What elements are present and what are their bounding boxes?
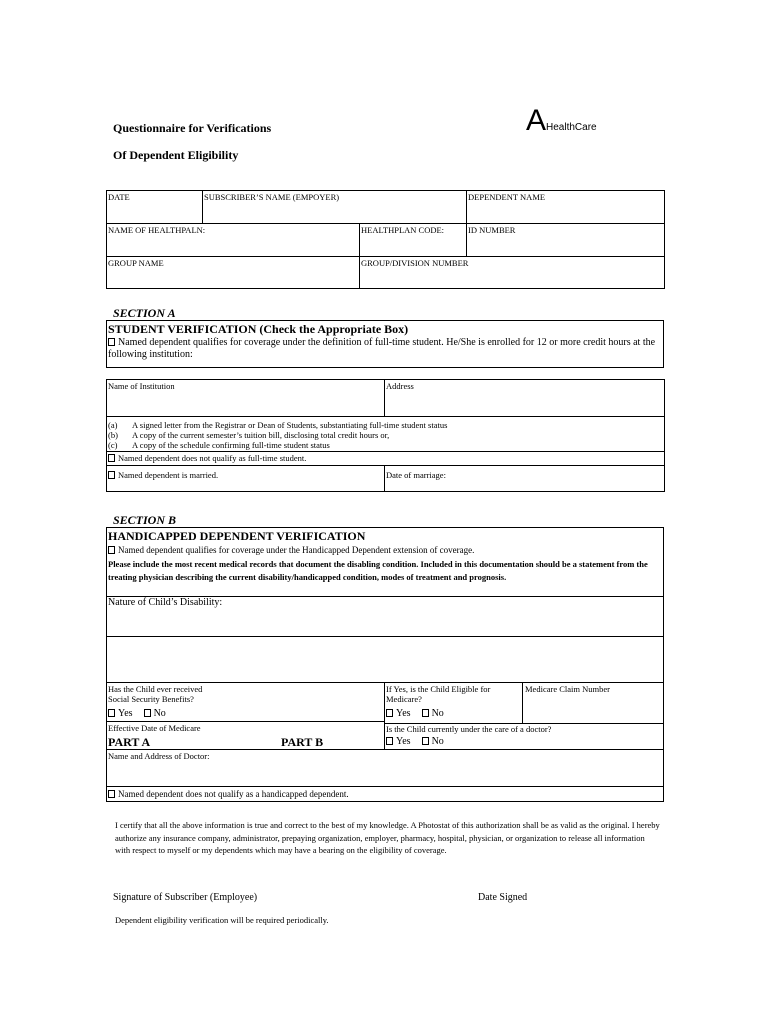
section-b-label: SECTION B	[113, 513, 177, 527]
medicare-yes-checkbox[interactable]	[386, 709, 393, 717]
care-yes-label: Yes	[396, 736, 411, 747]
student-qualifies-text: Named dependent qualifies for coverage under the definition of full-time student. He/She is enrolled for 12 or more credit hours at the following institution:	[108, 337, 656, 360]
document-list	[107, 417, 665, 452]
medicare-yes-label: Yes	[396, 708, 411, 719]
form-title-line1: Questionnaire for Verifications	[113, 121, 272, 135]
medicare-eligible-line1: If Yes, is the Child Eligible for	[386, 684, 491, 694]
institution-address-field[interactable]: Address	[385, 380, 665, 417]
care-yes-checkbox[interactable]	[386, 737, 393, 745]
ssb-no-checkbox[interactable]	[144, 709, 151, 717]
marriage-date-field[interactable]: Date of marriage:	[385, 466, 665, 492]
not-student-text: Named dependent does not qualify as full-time student.	[118, 453, 307, 463]
medicare-effective-label: Effective Date of Medicare	[108, 723, 201, 733]
ssb-yes-checkbox[interactable]	[108, 709, 115, 717]
group-name-field[interactable]: GROUP NAME	[107, 257, 360, 289]
periodic-verification-note: Dependent eligibility verification will be required periodically.	[115, 915, 329, 925]
ssb-question-line2: Social Security Benefits?	[108, 694, 194, 704]
disability-nature-field[interactable]: Nature of Child’s Disability:	[108, 597, 223, 608]
not-handicapped-text: Named dependent does not qualify as a handicapped dependent.	[118, 789, 349, 799]
part-b-field[interactable]: PART B	[281, 735, 324, 749]
item-c-text: A copy of the schedule confirming full-time student status	[132, 440, 330, 450]
doctor-name-address-field[interactable]: Name and Address of Doctor:	[108, 751, 210, 761]
logo-text: HealthCare	[546, 122, 597, 133]
logo-letter: A	[526, 104, 547, 137]
student-qualifies-checkbox[interactable]	[108, 338, 115, 346]
logo	[526, 106, 597, 136]
ssb-no-label: No	[153, 708, 166, 719]
institution-name-field[interactable]: Name of Institution	[107, 380, 385, 417]
section-b-title: HANDICAPPED DEPENDENT VERIFICATION	[108, 529, 366, 543]
medicare-options	[386, 708, 444, 720]
medicare-claim-number-field[interactable]: Medicare Claim Number	[525, 684, 610, 694]
section-a-title: STUDENT VERIFICATION (Check the Appropriate Box)	[108, 322, 409, 336]
dependent-name-field[interactable]: DEPENDENT NAME	[467, 191, 665, 224]
ssb-question-line1: Has the Child ever received	[108, 684, 203, 694]
item-b-text: A copy of the current semester’s tuition bill, disclosing total credit hours or,	[132, 430, 390, 440]
not-student-checkbox[interactable]	[108, 454, 115, 462]
section-b-box	[106, 527, 664, 802]
care-no-checkbox[interactable]	[422, 737, 429, 745]
healthplan-code-field[interactable]: HEALTHPLAN CODE:	[360, 224, 467, 257]
married-row	[107, 466, 385, 492]
item-c-key: (c)	[108, 440, 118, 450]
doctor-care-question: Is the Child currently under the care of a doctor?	[386, 724, 552, 734]
certification-statement: I certify that all the above information is true and correct to the best of my knowledge. A Photostat of this authorization shall be as valid as the original. I hereby authorize any insurance company, administrator, prepaying organization, employer, pharmacy, hospital, physician, or organization to release all information with respect to myself or my dependents which may have a bearing on the eligibility of coverage.	[115, 820, 660, 855]
medical-records-instructions: Please include the most recent medical records that document the disabling condition. Included in this documentation should be a statement from the treating physician describing the current disability/handicapped condition, modes of treatment and prognosis.	[108, 559, 648, 582]
part-a-field[interactable]: PART A	[108, 735, 151, 749]
not-student-row	[107, 452, 665, 466]
doctor-care-options	[386, 736, 444, 748]
disability-nature-extra-space[interactable]	[107, 637, 663, 681]
married-text: Named dependent is married.	[118, 470, 219, 480]
ssb-yes-label: Yes	[118, 708, 133, 719]
medicare-eligible-question	[386, 684, 490, 704]
info-table	[106, 190, 665, 289]
group-division-field[interactable]: GROUP/DIVISION NUMBER	[360, 257, 665, 289]
handicapped-qualifies-text: Named dependent qualifies for coverage under the Handicapped Dependent extension of coverage.	[118, 545, 475, 555]
id-number-field[interactable]: ID NUMBER	[467, 224, 665, 257]
date-field[interactable]: DATE	[107, 191, 203, 224]
signature-label[interactable]: Signature of Subscriber (Employee)	[113, 892, 258, 903]
date-signed-label[interactable]: Date Signed	[478, 892, 528, 903]
section-a-header-box	[106, 320, 664, 368]
not-handicapped-checkbox[interactable]	[108, 790, 115, 798]
ssb-options	[108, 708, 166, 720]
subscriber-name-field[interactable]: SUBSCRIBER’S NAME (EMPOYER)	[203, 191, 467, 224]
section-a-table	[106, 379, 665, 492]
medicare-no-label: No	[431, 708, 444, 719]
medicare-eligible-line2: Medicare?	[386, 694, 422, 704]
form-title-line2: Of Dependent Eligibility	[113, 148, 239, 162]
medicare-no-checkbox[interactable]	[422, 709, 429, 717]
married-checkbox[interactable]	[108, 471, 115, 479]
item-a-key: (a)	[108, 420, 118, 430]
not-handicapped-row	[108, 789, 349, 800]
healthplan-name-field[interactable]: NAME OF HEALTHPALN:	[107, 224, 360, 257]
ssb-question	[108, 684, 202, 704]
section-a-label: SECTION A	[113, 306, 176, 320]
care-no-label: No	[431, 736, 444, 747]
item-a-text: A signed letter from the Registrar or Dean of Students, substantiating full-time student status	[132, 420, 448, 430]
handicapped-qualifies-checkbox[interactable]	[108, 546, 115, 554]
item-b-key: (b)	[108, 430, 118, 440]
